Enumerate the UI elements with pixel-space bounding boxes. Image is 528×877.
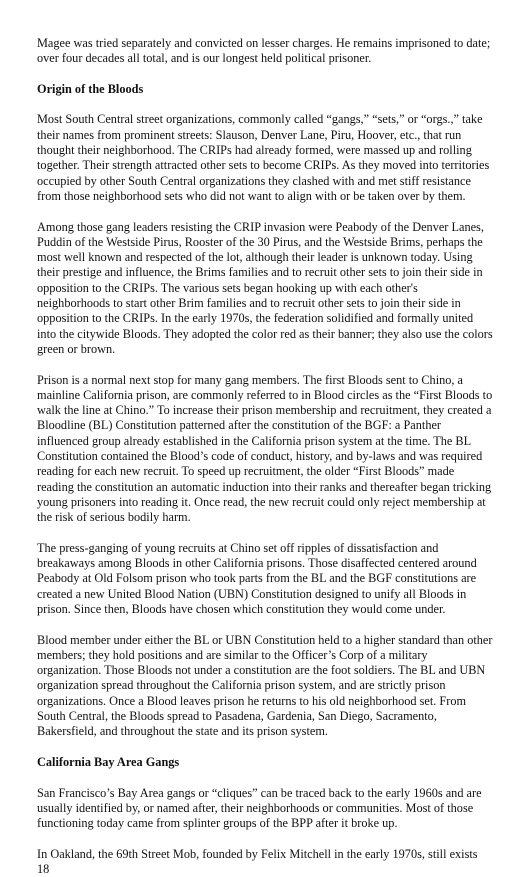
section-heading-bay-area-gangs: California Bay Area Gangs	[37, 754, 180, 769]
paragraph-street-organizations: Most South Central street organizations, commonly called “gangs,” “sets,” or “orgs.,” take their names from prominent streets: Slauson, Denver Lane, Piru, Hoover, etc., that run thought their neighborhood. The CRIPs had already formed, were massed up and rolling together. Their strength attracted other sets to become CRIPs. As they moved into territories occupied by other South Central organizations they clashed with and met stiff resistance from those neighborhood sets who did not want to align with or be taken over by them.	[37, 112, 490, 203]
document-page	[37, 36, 493, 877]
paragraph-prison-chino: Prison is a normal next stop for many gang members. The first Bloods sent to Chino, a mainline California prison, are commonly referred to in Blood circles as the “First Bloods to walk the line at Chino.” To increase their prison membership and recruitment, they created a Bloodline (BL) Constitution patterned after the constitution of the BGF: a Panther influenced group already established in the California prison system at the time. The BL Constitution contained the Blood’s code of conduct, history, and by-laws and was required reading for each new recruit. To speed up recruitment, the older “First Bloods” made reading the constitution an automatic induction into their ranks and thereafter began tricking young prisoners into reading it. Once read, the new recruit could only reject membership at the risk of serious bodily harm.	[37, 372, 493, 525]
paragraph-press-ganging: The press-ganging of young recruits at Chino set off ripples of dissatisfaction and breakaways among Bloods in other California prisons. Those disaffected centered around Peabody at Old Folsom prison who took parts from the BL and the BGF constitutions are created a new United Blood Nation (UBN) Constitution designed to unify all Bloods in prison. Since then, Bloods have chosen which constitution they would come under.	[37, 540, 477, 616]
section-heading-origin-of-the-bloods: Origin of the Bloods	[37, 81, 144, 96]
paragraph-gang-leaders: Among those gang leaders resisting the CRIP invasion were Peabody of the Denver Lanes, Puddin of the Westside Pirus, Rooster of the 30 Pirus, and the Westside Brims, perhaps the most well known and respected of the lot, although their leader is unknown today. Using their prestige and influence, the Brims families and to recruit other sets to join their side in opposition to the CRIPs. The various sets began hooking up with each other's neighborhoods to start other Brim families and to recruit other sets to join their side in opposition to the CRIPs. In the early 1970s, the federation solidified and formally united into the citywide Bloods. They adopted the color red as their banner; they also use the colors green or brown.	[37, 219, 493, 356]
paragraph-magee: Magee was tried separately and convicted on lesser charges. He remains imprisoned to date; over four decades all total, and is our longest held political prisoner.	[37, 36, 491, 66]
paragraph-blood-members: Blood member under either the BL or UBN Constitution held to a higher standard than other members; they hold positions and are similar to the Officer’s Corp of a military organization. Those Bloods not under a constitution are the foot soldiers. The BL and UBN organization spread throughout the California prison system, and are strictly prison organizations. Once a Blood leaves prison he returns to his old neighborhood set. From South Central, the Bloods spread to Pasadena, Gardenia, San Diego, Sacramento, Bakersfield, and throughout the state and its prison system.	[37, 632, 493, 739]
page-number: 18	[37, 862, 50, 877]
paragraph-oakland: In Oakland, the 69th Street Mob, founded by Felix Mitchell in the early 1970s, still exists	[37, 846, 478, 861]
paragraph-san-francisco: San Francisco’s Bay Area gangs or “cliques” can be traced back to the early 1960s and are usually identified by, or named after, their neighborhoods or communities. Most of those functioning today came from splinter groups of the BPP after it broke up.	[37, 785, 482, 831]
